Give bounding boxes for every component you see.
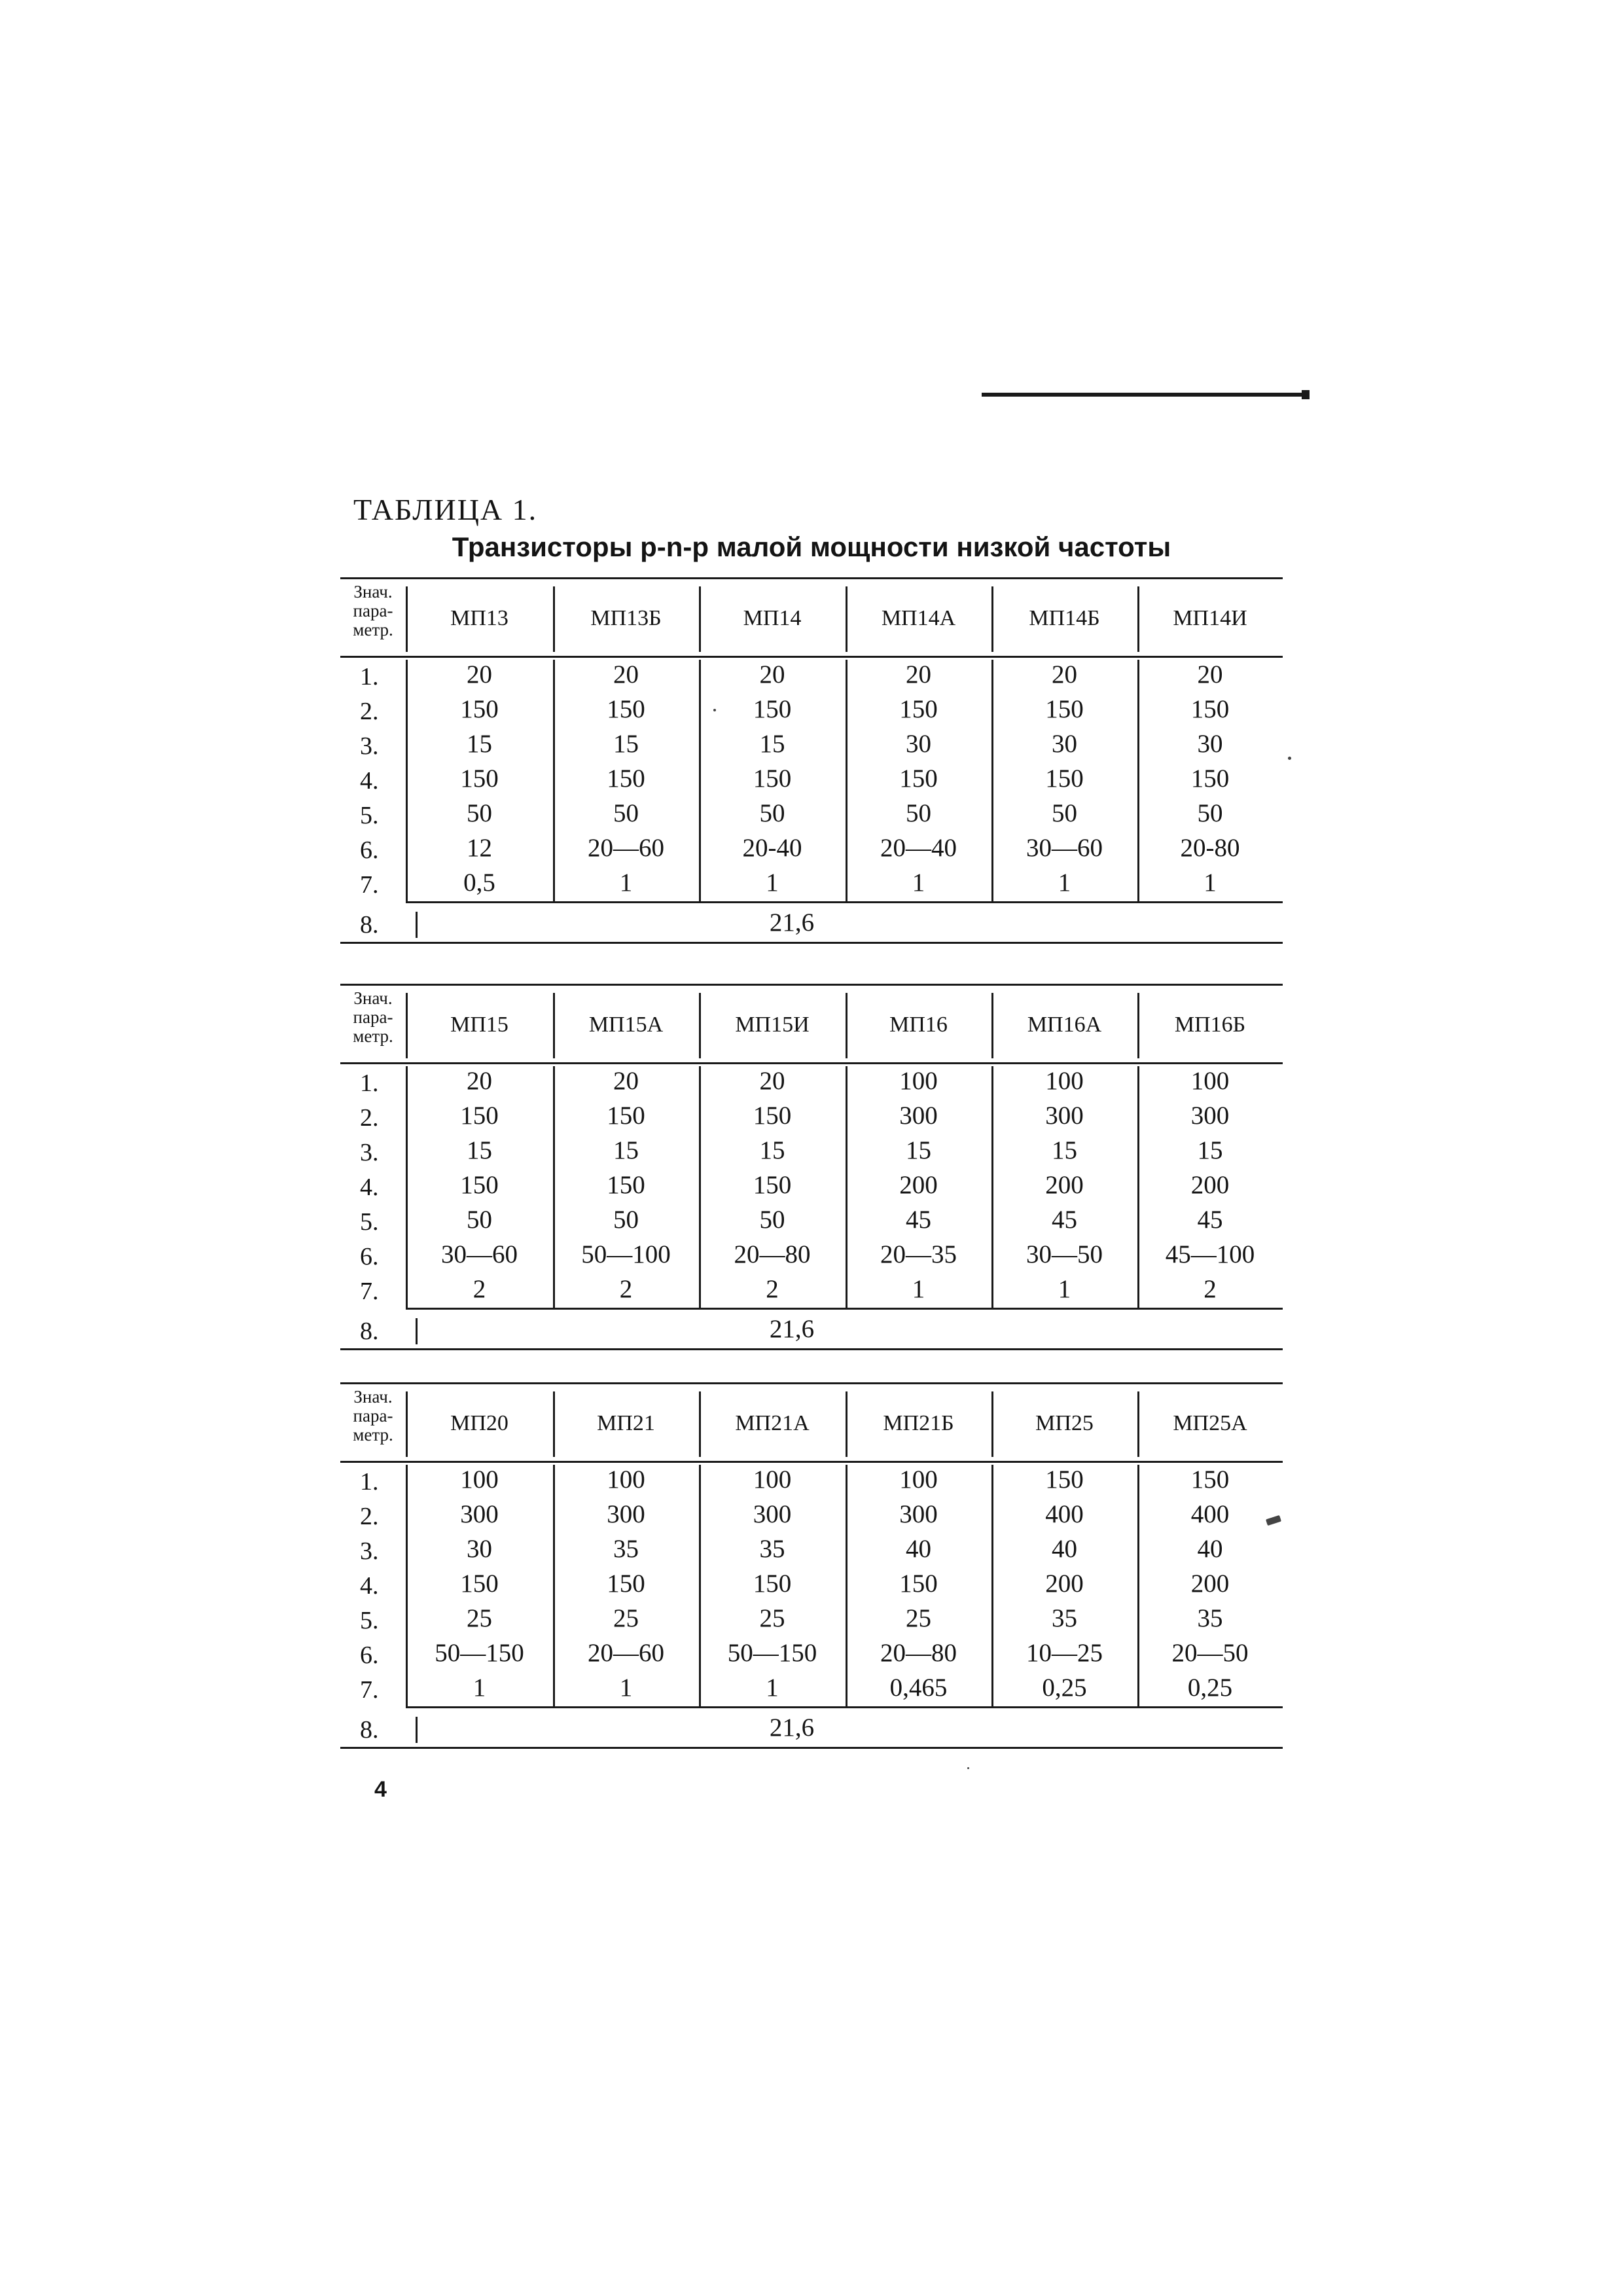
table-cell: 0,5 [463, 869, 495, 897]
table-cell: 50 [759, 1206, 785, 1234]
table-cell: 20—80 [880, 1639, 957, 1667]
table-cell: 150 [607, 1102, 645, 1130]
table-cell: 150 [607, 1171, 645, 1199]
table-cell: 150 [1190, 695, 1230, 723]
table-cell: 50 [906, 799, 931, 827]
table-cell: 150 [460, 1102, 499, 1130]
column-header: МП13 [450, 606, 508, 630]
table-cell: 45 [906, 1206, 931, 1234]
parameter-number: 2. [360, 1104, 379, 1132]
table-bottom-rule [340, 1747, 1283, 1749]
column-divider [1137, 1391, 1139, 1457]
table-cell: 2 [766, 1275, 779, 1303]
table-cell: 300 [899, 1102, 938, 1130]
table-cell: 20—60 [588, 834, 664, 862]
table-cell: 40 [906, 1535, 931, 1563]
table-cell: 100 [607, 1465, 645, 1494]
parameter-number: 6. [360, 1641, 379, 1669]
table-cell: 50 [613, 1206, 639, 1234]
column-header: МП15И [735, 1013, 810, 1037]
column-divider [553, 993, 555, 1058]
scan-speck [1288, 757, 1291, 760]
table-cell: 150 [607, 1570, 645, 1598]
table-cell: 1 [1058, 869, 1071, 897]
parameter-header-line: метр. [353, 1425, 393, 1444]
table-cell: 15 [1052, 1136, 1077, 1164]
table-top-rule [340, 984, 1283, 986]
table-cell: 150 [1045, 764, 1084, 793]
table-cell: 100 [899, 1067, 938, 1095]
table-cell: 0,465 [889, 1674, 948, 1702]
table-caption: ТАБЛИЦА 1. [353, 493, 538, 526]
scan-speck [713, 709, 716, 711]
table-cell: 10—25 [1026, 1639, 1103, 1667]
parameter-number: 8. [360, 1716, 379, 1744]
table-cell: 20 [613, 1067, 639, 1095]
table-cell: 1 [766, 869, 779, 897]
table-cell: 20 [613, 660, 639, 689]
table-cell: 20-40 [742, 834, 802, 862]
column-header: МП14А [881, 606, 956, 630]
table-cell: 15 [906, 1136, 931, 1164]
row8-top-rule [406, 1308, 1283, 1310]
column-header: МП21А [735, 1411, 810, 1435]
parameter-number: 1. [360, 663, 379, 691]
parameter-number: 1. [360, 1069, 379, 1097]
table-cell: 300 [1045, 1102, 1084, 1130]
table-cell: 20 [759, 1067, 785, 1095]
table-cell: 200 [1190, 1570, 1230, 1598]
table-cell: 20—35 [880, 1240, 957, 1268]
table-bottom-rule [340, 1348, 1283, 1350]
table-cell: 150 [899, 1570, 938, 1598]
column-divider [406, 586, 408, 652]
column-header: МП25 [1035, 1411, 1094, 1435]
column-divider [846, 993, 847, 1058]
column-header: МП16Б [1174, 1013, 1246, 1037]
table-cell: 200 [1045, 1570, 1084, 1598]
transistor-table-2 [340, 984, 1283, 1350]
table-cell: 150 [753, 1102, 792, 1130]
table-cell: 20—50 [1171, 1639, 1249, 1667]
table-cell: 0,25 [1187, 1674, 1233, 1702]
table-cell: 400 [1045, 1500, 1084, 1528]
table-cell: 15 [759, 1136, 785, 1164]
table-cell: 20 [467, 1067, 492, 1095]
column-header: МП15 [450, 1013, 508, 1037]
table-cell: 25 [906, 1604, 931, 1632]
table-cell: 2 [619, 1275, 633, 1303]
table-top-rule [340, 577, 1283, 579]
parameter-number: 3. [360, 732, 379, 760]
table-cell: 20—40 [880, 834, 957, 862]
table-cell: 150 [753, 1171, 792, 1199]
column-divider [1137, 586, 1139, 652]
table-cell: 50—100 [581, 1240, 671, 1268]
table-cell: 30 [467, 1535, 492, 1563]
parameter-header-line: Знач. [353, 582, 393, 601]
column-header: МП21Б [883, 1411, 954, 1435]
table-cell: 15 [613, 730, 639, 758]
header-bottom-rule [340, 656, 1283, 658]
table-cell: 50—150 [435, 1639, 524, 1667]
table-cell: 15 [1197, 1136, 1223, 1164]
parameter-number: 7. [360, 871, 379, 899]
parameter-number: 6. [360, 836, 379, 864]
table-cell: 300 [1190, 1102, 1230, 1130]
table-cell: 100 [460, 1465, 499, 1494]
table-cell: 15 [759, 730, 785, 758]
parameter-number: 7. [360, 1278, 379, 1305]
table-cell: 50 [467, 799, 492, 827]
table-cell: 30 [906, 730, 931, 758]
column-divider [846, 586, 847, 652]
table-cell: 150 [460, 695, 499, 723]
table-cell: 150 [460, 1171, 499, 1199]
table-cell: 1 [619, 869, 633, 897]
table-cell: 20 [759, 660, 785, 689]
column-header: МП16 [889, 1013, 948, 1037]
table-cell: 12 [467, 834, 492, 862]
parameter-number: 8. [360, 911, 379, 939]
table-cell: 300 [607, 1500, 645, 1528]
table-cell: 35 [613, 1535, 639, 1563]
transistor-table-3 [340, 1382, 1283, 1749]
table-cell: 2 [473, 1275, 486, 1303]
table-header-row [340, 989, 1283, 1061]
table-cell: 1 [1204, 869, 1217, 897]
top-decorative-rule [982, 393, 1306, 397]
table-cell: 50 [467, 1206, 492, 1234]
table-bottom-rule [340, 942, 1283, 944]
parameter-number: 7. [360, 1676, 379, 1704]
column-divider [991, 993, 993, 1058]
table-cell: 25 [613, 1604, 639, 1632]
table-cell: 150 [899, 695, 938, 723]
column-header: МП14 [743, 606, 802, 630]
table-cell: 150 [1190, 764, 1230, 793]
table-cell: 300 [460, 1500, 499, 1528]
table-cell: 30 [1197, 730, 1223, 758]
column-divider [846, 1391, 847, 1457]
table-cell: 150 [607, 764, 645, 793]
table-cell: 15 [613, 1136, 639, 1164]
header-bottom-rule [340, 1062, 1283, 1064]
row8-top-rule [406, 901, 1283, 903]
table-title: Транзисторы p-n-p малой мощности низкой частоты [452, 531, 1171, 562]
parameter-header-line: пара- [353, 601, 393, 620]
table-cell: 20 [906, 660, 931, 689]
parameter-number: 3. [360, 1537, 379, 1565]
table-cell: 30—60 [1026, 834, 1103, 862]
column-header: МП14И [1173, 606, 1247, 630]
header-bottom-rule [340, 1461, 1283, 1463]
table-cell: 150 [753, 1570, 792, 1598]
table-cell: 400 [1190, 1500, 1230, 1528]
column-divider [991, 586, 993, 652]
column-header: МП21 [597, 1411, 655, 1435]
table-cell: 20 [1197, 660, 1223, 689]
table-cell: 15 [467, 730, 492, 758]
transistor-table-1 [340, 577, 1283, 944]
parameter-number: 4. [360, 1572, 379, 1600]
parameter-number: 4. [360, 767, 379, 795]
table-cell: 1 [619, 1674, 633, 1702]
table-cell: 50 [1052, 799, 1077, 827]
table-cell: 150 [899, 764, 938, 793]
parameter-number: 2. [360, 1503, 379, 1530]
column-divider [699, 586, 701, 652]
table-cell: 50 [613, 799, 639, 827]
table-cell: 150 [1045, 695, 1084, 723]
page-number: 4 [374, 1777, 387, 1802]
table-cell: 45 [1052, 1206, 1077, 1234]
parameter-number: 4. [360, 1174, 379, 1201]
column-divider [553, 1391, 555, 1457]
table-cell: 50—150 [727, 1639, 817, 1667]
table-cell: 45 [1197, 1206, 1223, 1234]
table-cell: 20—60 [588, 1639, 664, 1667]
row8-value: 21,6 [769, 908, 815, 937]
parameter-header-line: Знач. [353, 988, 393, 1008]
table-cell: 150 [753, 695, 792, 723]
table-cell: 25 [759, 1604, 785, 1632]
table-cell: 2 [1204, 1275, 1217, 1303]
table-cell: 300 [899, 1500, 938, 1528]
table-cell: 200 [899, 1171, 938, 1199]
table-cell: 100 [899, 1465, 938, 1494]
table-top-rule [340, 1382, 1283, 1384]
column-divider [406, 1391, 408, 1457]
parameter-header-line: метр. [353, 1026, 393, 1046]
parameter-header-line: Знач. [353, 1387, 393, 1407]
parameter-number: 5. [360, 1607, 379, 1634]
column-divider [406, 993, 408, 1058]
table-cell: 20 [467, 660, 492, 689]
parameter-header-label [340, 1388, 406, 1444]
row8-divider [416, 1717, 418, 1743]
column-divider [1137, 993, 1139, 1058]
table-cell: 1 [473, 1674, 486, 1702]
table-cell: 25 [467, 1604, 492, 1632]
table-cell: 150 [607, 695, 645, 723]
table-cell: 1 [1058, 1275, 1071, 1303]
table-cell: 1 [912, 1275, 925, 1303]
table-cell: 150 [1190, 1465, 1230, 1494]
table-cell: 1 [766, 1674, 779, 1702]
table-cell: 35 [1052, 1604, 1077, 1632]
table-cell: 15 [467, 1136, 492, 1164]
table-cell: 45—100 [1165, 1240, 1255, 1268]
column-divider [699, 1391, 701, 1457]
column-header: МП16А [1027, 1013, 1102, 1037]
table-cell: 200 [1190, 1171, 1230, 1199]
table-cell: 200 [1045, 1171, 1084, 1199]
parameter-number: 1. [360, 1468, 379, 1496]
parameter-number: 5. [360, 1208, 379, 1236]
parameter-header-label [340, 989, 406, 1046]
column-header: МП25А [1173, 1411, 1247, 1435]
column-header: МП13Б [590, 606, 662, 630]
table-cell: 100 [1045, 1067, 1084, 1095]
table-cell: 300 [753, 1500, 792, 1528]
column-header: МП15А [588, 1013, 664, 1037]
table-cell: 150 [460, 1570, 499, 1598]
parameter-header-label [340, 583, 406, 639]
table-cell: 35 [1197, 1604, 1223, 1632]
parameter-header-line: пара- [353, 1406, 393, 1426]
column-divider [553, 586, 555, 652]
table-header-row [340, 1388, 1283, 1460]
table-cell: 20-80 [1180, 834, 1240, 862]
row8-top-rule [406, 1706, 1283, 1708]
table-cell: 150 [1045, 1465, 1084, 1494]
column-divider [991, 1391, 993, 1457]
row8-divider [416, 1318, 418, 1344]
table-cell: 30—60 [441, 1240, 518, 1268]
parameter-number: 2. [360, 698, 379, 725]
table-cell: 30—50 [1026, 1240, 1103, 1268]
table-cell: 20 [1052, 660, 1077, 689]
table-cell: 20—80 [734, 1240, 811, 1268]
table-cell: 150 [460, 764, 499, 793]
table-cell: 1 [912, 869, 925, 897]
scan-speck [967, 1767, 969, 1769]
parameter-header-line: пара- [353, 1007, 393, 1027]
table-cell: 100 [753, 1465, 792, 1494]
table-cell: 40 [1197, 1535, 1223, 1563]
row8-value: 21,6 [769, 1713, 815, 1742]
column-header: МП14Б [1029, 606, 1100, 630]
parameter-header-line: метр. [353, 620, 393, 639]
row8-divider [416, 912, 418, 938]
row8-value: 21,6 [769, 1315, 815, 1343]
table-cell: 0,25 [1042, 1674, 1087, 1702]
table-cell: 40 [1052, 1535, 1077, 1563]
parameter-number: 3. [360, 1139, 379, 1166]
column-divider [699, 993, 701, 1058]
column-header: МП20 [450, 1411, 508, 1435]
table-cell: 50 [759, 799, 785, 827]
table-cell: 50 [1197, 799, 1223, 827]
table-header-row [340, 583, 1283, 655]
parameter-number: 6. [360, 1243, 379, 1270]
table-cell: 100 [1190, 1067, 1230, 1095]
table-cell: 35 [759, 1535, 785, 1563]
parameter-number: 8. [360, 1318, 379, 1345]
table-cell: 30 [1052, 730, 1077, 758]
table-cell: 150 [753, 764, 792, 793]
parameter-number: 5. [360, 802, 379, 829]
